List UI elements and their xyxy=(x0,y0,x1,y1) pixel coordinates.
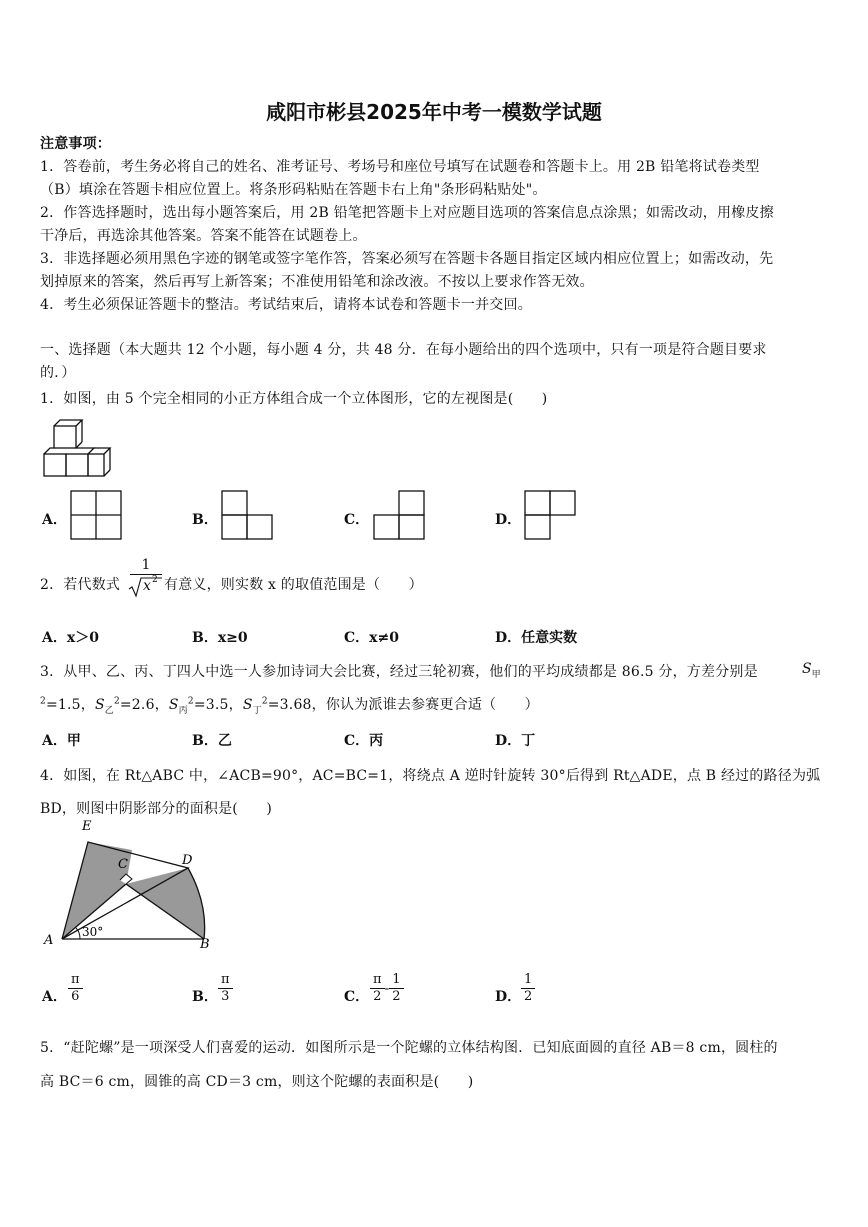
q1-option-c-figure xyxy=(373,490,425,540)
q2-fraction-exponent: 2 xyxy=(152,575,158,585)
q3-line-2 xyxy=(40,694,539,716)
q4-a-num: π xyxy=(68,972,83,989)
q1-option-b-figure xyxy=(221,490,273,540)
q1-option-c-label[interactable]: C． xyxy=(344,512,370,528)
q5-line-2: 高 BC＝6 cm，圆锥的高 CD＝3 cm，则这个陀螺的表面积是( ) xyxy=(40,1074,474,1090)
label-d: D xyxy=(182,853,193,868)
q1-option-b-label[interactable]: B． xyxy=(192,512,218,528)
q4-c-den2: 2 xyxy=(392,989,401,1004)
notice-line-1: 1．答卷前，考生务必将自己的姓名、准考证号、考场号和座位号填写在试题卷和答题卡上。用 2B 铅笔将试卷类型 xyxy=(40,159,760,175)
label-b: B xyxy=(200,937,210,952)
q3-sup-3: 2 xyxy=(187,696,194,707)
q2-option-b[interactable]: B．x≥0 xyxy=(192,630,248,646)
q3-s-bing: S xyxy=(168,697,179,713)
q4-option-a-value xyxy=(68,972,83,1005)
q3-variance-symbol: S xyxy=(802,661,812,677)
notice-line-6: 划掉原来的答案，然后再写上新答案；不准使用铅笔和涂改液。不按以上要求作答无效。 xyxy=(40,274,594,290)
q3-sub-ding: 丁 xyxy=(252,705,262,716)
q4-d-num: 1 xyxy=(521,972,535,989)
q4-option-b-label[interactable]: B． xyxy=(192,989,218,1005)
q3-sup-1: 2 xyxy=(40,696,46,707)
q4-d-den: 2 xyxy=(524,989,533,1004)
q3-option-d[interactable]: D．丁 xyxy=(495,733,536,749)
q4-c-num1: π xyxy=(370,972,385,989)
q1-stem: 1．如图，由 5 个完全相同的小正方体组合成一个立体图形，它的左视图是( ) xyxy=(40,391,548,407)
q1-option-d-label[interactable]: D． xyxy=(495,512,522,528)
q2-option-c[interactable]: C．x≠0 xyxy=(344,630,399,646)
notice-line-4: 干净后，再选涂其他答案。答案不能答在试题卷上。 xyxy=(40,228,367,244)
q1-option-a-figure xyxy=(70,490,122,540)
q3-option-a[interactable]: A．甲 xyxy=(42,733,81,749)
q4-option-c-value xyxy=(370,972,404,1005)
q3-sup-2: 2 xyxy=(113,696,120,707)
q4-c-minus: - xyxy=(384,980,390,997)
q4-c-den1: 2 xyxy=(373,989,382,1004)
q1-cube-figure xyxy=(40,416,112,482)
notice-line-5: 3．非选择题必须用黑色字迹的钢笔或签字笔作答，答案必须写在答题卡各题目指定区域内相应位置上；如需改动，先 xyxy=(40,251,774,267)
q4-option-a-label[interactable]: A． xyxy=(42,989,67,1005)
q5-line-1: 5．“赶陀螺”是一项深受人们喜爱的运动．如图所示是一个陀螺的立体结构图．已知底面圆的直径 AB＝8 cm，圆柱的 xyxy=(40,1040,778,1056)
q2-fraction-denominator: x xyxy=(143,578,151,594)
q2-fraction xyxy=(128,556,162,597)
label-a: A xyxy=(44,933,54,948)
q4-option-d-value xyxy=(521,972,535,1005)
q4-a-den: 6 xyxy=(71,989,80,1004)
q4-geometry-figure xyxy=(40,819,220,954)
q3-sub-jia: 甲 xyxy=(811,669,821,680)
q4-option-b-value xyxy=(218,972,233,1005)
q3-value-yi: =2.6， xyxy=(119,697,169,713)
q4-line-1: 4．如图，在 Rt△ABC 中，∠ACB=90°，AC=BC=1，将绕点 A 逆时针旋转 30°后得到 Rt△ADE，点 B 经过的路径为弧 xyxy=(40,768,821,784)
q4-line-2: BD，则图中阴影部分的面积是( ) xyxy=(40,801,273,817)
q1-option-d-figure xyxy=(524,490,576,540)
q2-option-a[interactable]: A．x＞0 xyxy=(42,630,99,646)
q4-option-c-label[interactable]: C． xyxy=(344,989,370,1005)
q3-s-yi: S xyxy=(94,697,105,713)
q3-variance-s-jia xyxy=(802,661,821,680)
q3-sup-4: 2 xyxy=(261,696,268,707)
q2-stem-pre: 2．若代数式 xyxy=(40,577,121,593)
section-heading-line-2: 的．） xyxy=(40,365,76,381)
label-e: E xyxy=(82,819,92,834)
label-angle: 30° xyxy=(82,925,104,939)
q4-b-den: 3 xyxy=(221,989,230,1004)
notice-line-3: 2．作答选择题时，选出每小题答案后，用 2B 铅笔把答题卡上对应题目选项的答案信息点涂黑；如需改动，用橡皮擦 xyxy=(40,205,774,221)
notice-heading: 注意事项： xyxy=(40,136,111,152)
q3-option-b[interactable]: B．乙 xyxy=(192,733,232,749)
q2-option-d[interactable]: D．任意实数 xyxy=(495,630,578,646)
q3-s-ding: S xyxy=(242,697,253,713)
notice-line-7: 4．考生必须保证答题卡的整洁。考试结束后，请将本试卷和答题卡一并交回。 xyxy=(40,297,532,313)
q3-value-bing: =3.5， xyxy=(193,697,243,713)
q3-sub-yi: 乙 xyxy=(104,705,114,716)
q2-fraction-numerator: 1 xyxy=(130,556,162,575)
notice-line-2: （B）填涂在答题卡相应位置上。将条形码粘贴在答题卡右上角"条形码粘贴处"。 xyxy=(40,182,547,198)
q4-option-d-label[interactable]: D． xyxy=(495,989,522,1005)
section-heading-line-1: 一、选择题（本大题共 12 个小题，每小题 4 分，共 48 分．在每小题给出的四个选项中，只有一项是符合题目要求 xyxy=(40,342,767,358)
q2-stem-post: 有意义，则实数 x 的取值范围是（ ） xyxy=(164,577,423,593)
q3-line-1: 3．从甲、乙、丙、丁四人中选一人参加诗词大会比赛，经过三轮初赛，他们的平均成绩都是 86.5 分，方差分别是 xyxy=(40,664,758,680)
label-c: C xyxy=(118,857,128,872)
q4-b-num: π xyxy=(218,972,233,989)
q3-value-jia: =1.5， xyxy=(45,697,95,713)
q4-c-num2: 1 xyxy=(389,972,403,989)
q1-option-a-label[interactable]: A． xyxy=(42,512,67,528)
q3-sub-bing: 丙 xyxy=(178,705,188,716)
page-title: 咸阳市彬县2025年中考一模数学试题 xyxy=(266,100,602,124)
q3-value-ding: =3.68，你认为派谁去参赛更合适（ ） xyxy=(267,697,539,713)
q3-option-c[interactable]: C．丙 xyxy=(344,733,384,749)
